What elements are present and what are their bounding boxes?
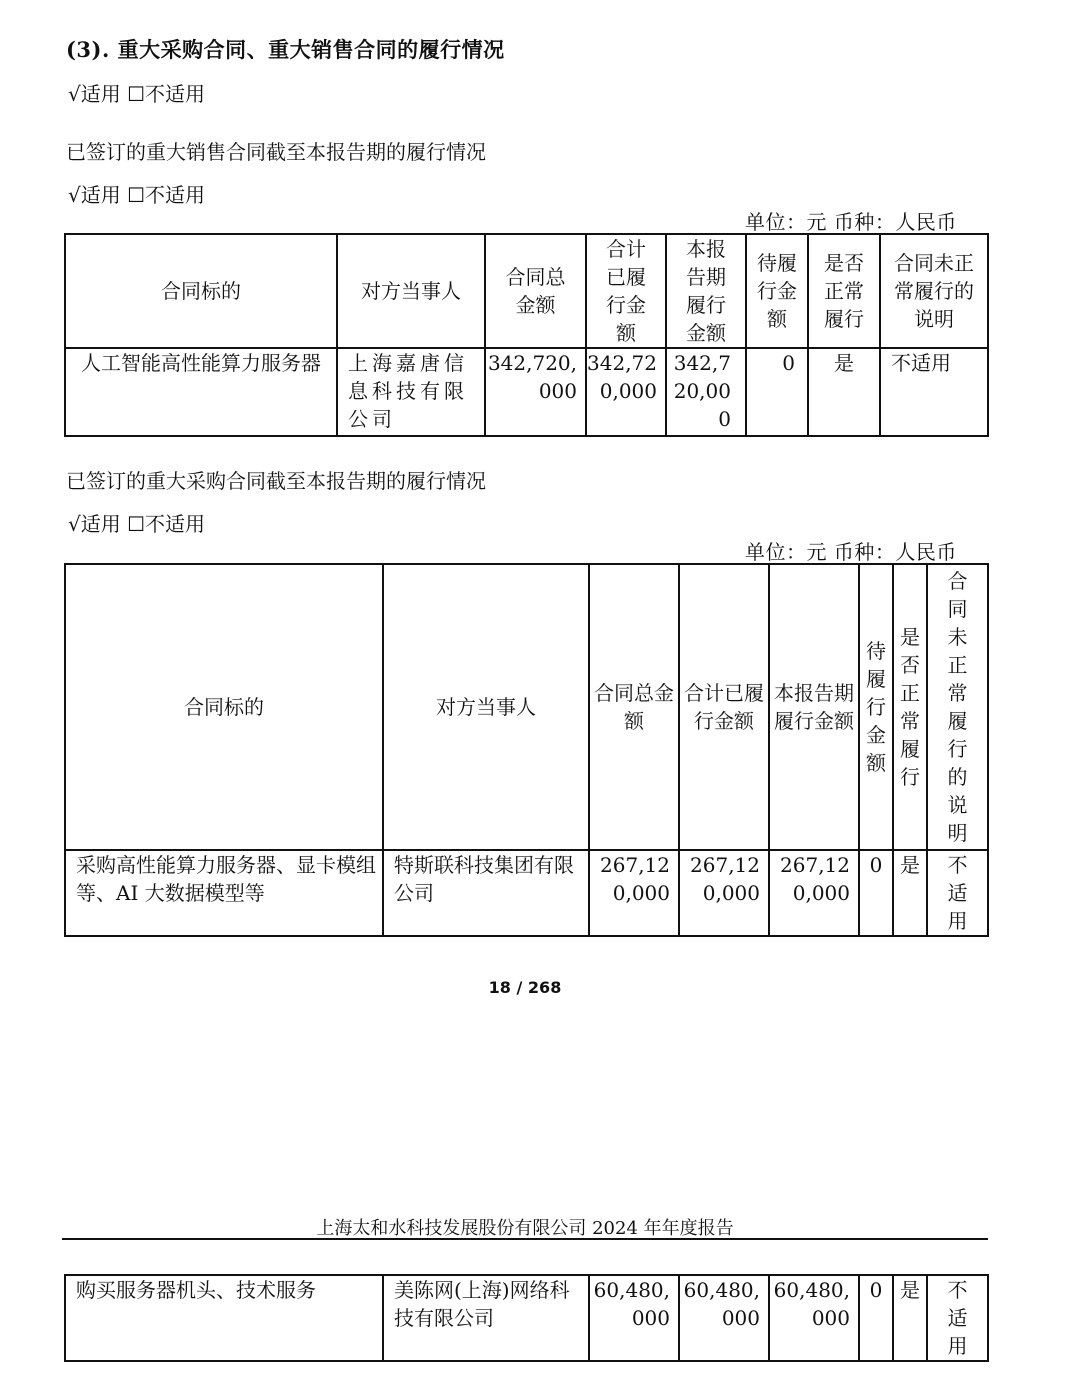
normal-performance: 是 [808,348,880,436]
counterparty: 上海嘉唐信息科技有限公司 [337,348,485,436]
table-row [65,1275,988,1361]
header-cell: 待履行金额 [859,564,893,850]
pending-amount: 0 [746,348,808,436]
header-cell: 本报告期履行金额 [666,234,746,348]
contract-subject: 人工智能高性能算力服务器 [65,348,337,436]
purchase-table [64,563,989,937]
header-cell: 合计已履行金额 [679,564,769,850]
applicability-1: √适用 ☐不适用 [68,82,206,106]
fulfilled-total: 267,120,000 [679,850,769,936]
contract-subject: 采购高性能算力服务器、显卡模组等、AI 大数据模型等 [65,850,383,936]
period-fulfilled: 267,120,000 [769,850,859,936]
header-cell: 是否正常履行 [808,234,880,348]
header-cell: 对方当事人 [383,564,589,850]
applicability-2: √适用 ☐不适用 [68,183,206,207]
header-cell: 合同未正常履行的说明 [927,564,988,850]
sales-table [64,233,989,437]
page-number: 18 / 268 [488,978,562,997]
period-fulfilled: 60,480,000 [769,1275,859,1361]
purchase-table-continued [64,1274,989,1362]
pending-amount: 0 [859,850,893,936]
unit-label-2: 单位：元 币种：人民币 [745,540,957,564]
purchase-section-title: 已签订的重大采购合同截至本报告期的履行情况 [66,469,486,493]
normal-performance: 是 [893,1275,927,1361]
contract-subject: 购买服务器机头、技术服务 [65,1275,383,1361]
company-header: 上海太和水科技发展股份有限公司 2024 年年度报告 [316,1218,734,1239]
contract-total: 342,720,000 [485,348,586,436]
header-cell: 合同总金额 [589,564,679,850]
table-row [65,850,988,936]
header-cell: 合同标的 [65,234,337,348]
counterparty: 美陈网(上海)网络科技有限公司 [383,1275,589,1361]
applicability-3: √适用 ☐不适用 [68,512,206,536]
header-divider [62,1238,988,1240]
header-cell: 本报告期履行金额 [769,564,859,850]
header-cell: 是否正常履行 [893,564,927,850]
header-cell: 合同总金额 [485,234,586,348]
counterparty: 特斯联科技集团有限公司 [383,850,589,936]
normal-performance: 是 [893,850,927,936]
header-cell: 合计已履行金额 [586,234,666,348]
header-cell: 待履行金额 [746,234,808,348]
abnormal-note: 不适用 [927,850,988,936]
header-cell: 合同标的 [65,564,383,850]
purchase-table-header [65,564,988,850]
period-fulfilled: 342,720,000 [666,348,746,436]
fulfilled-total: 60,480,000 [679,1275,769,1361]
sales-table-header [65,234,988,348]
abnormal-note: 不适用 [927,1275,988,1361]
section-title: (3). 重大采购合同、重大销售合同的履行情况 [66,37,505,62]
pending-amount: 0 [859,1275,893,1361]
sales-section-title: 已签订的重大销售合同截至本报告期的履行情况 [66,140,486,164]
contract-total: 60,480,000 [589,1275,679,1361]
contract-total: 267,120,000 [589,850,679,936]
abnormal-note: 不适用 [880,348,988,436]
fulfilled-total: 342,720,000 [586,348,666,436]
table-row [65,348,988,436]
header-cell: 合同未正常履行的说明 [880,234,988,348]
header-cell: 对方当事人 [337,234,485,348]
unit-label-1: 单位：元 币种：人民币 [745,210,957,234]
